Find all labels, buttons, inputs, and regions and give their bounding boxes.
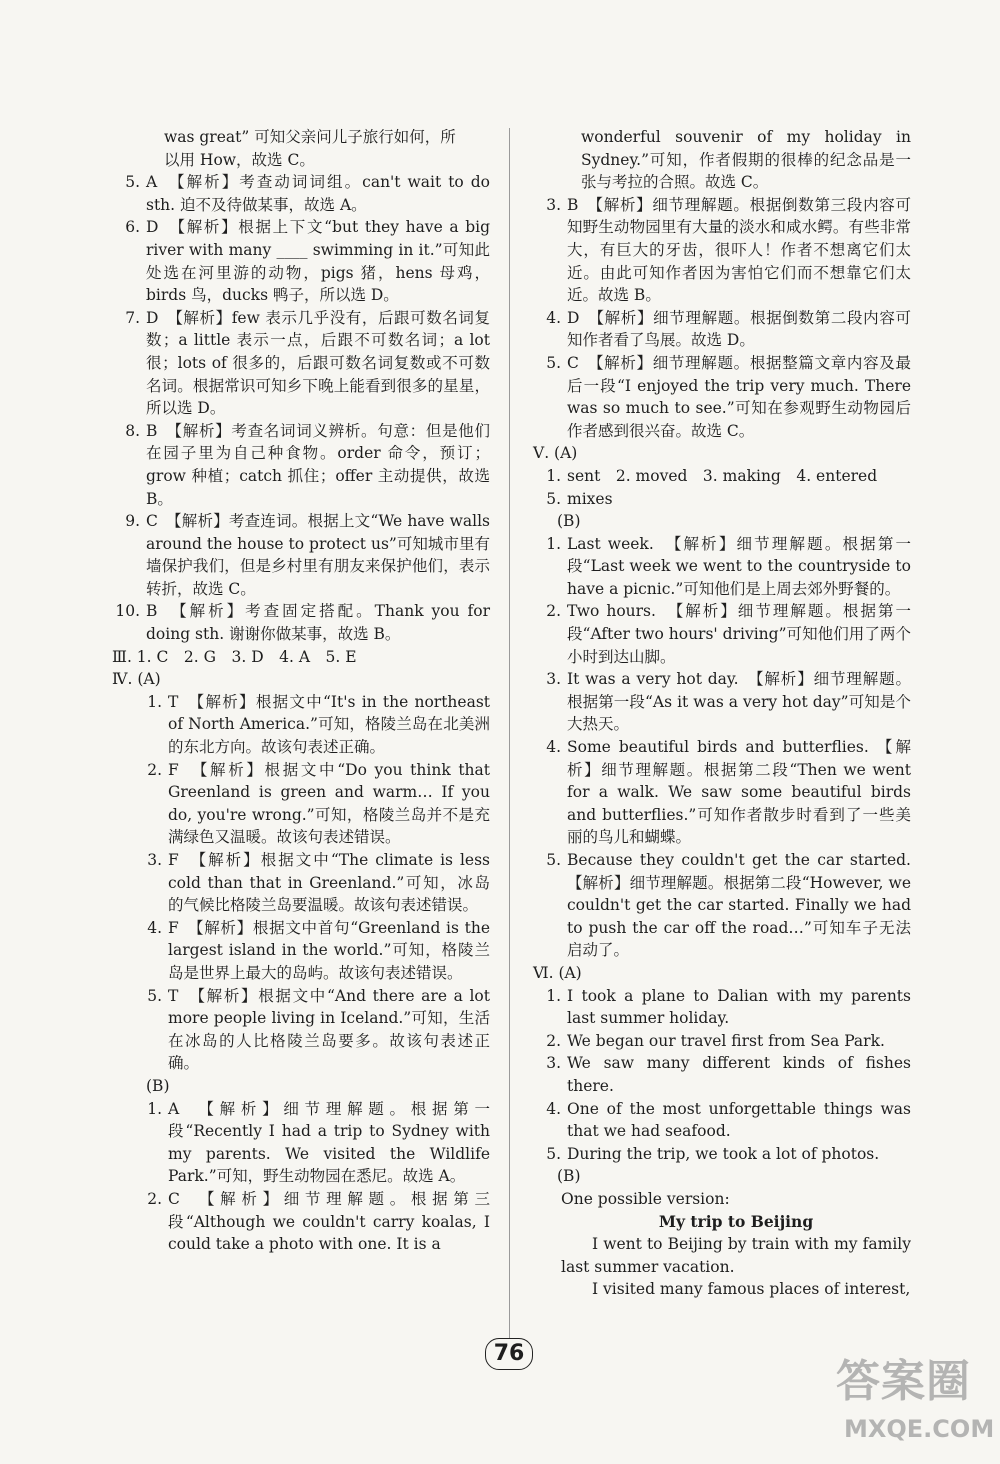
answer-item <box>533 1052 911 1097</box>
item-number: 4. <box>546 1099 561 1118</box>
answer-item <box>112 600 490 645</box>
item-number: 2. <box>546 602 561 621</box>
item-text: T 【解析】根据文中“It's in the northeast of North America.”可知，格陵兰岛在北美洲的东北方向。故该句表述正确。 <box>168 692 490 757</box>
answer-item <box>533 985 911 1030</box>
item-number: 3. <box>546 670 561 689</box>
answer-item <box>112 1188 490 1256</box>
item-text: sent 2. moved 3. making 4. entered <box>567 466 878 485</box>
item-text: Some beautiful birds and butterflies. 【解析】细节理解题。根据第二段“Then we went for a walk. We saw some beautiful birds and butterflies.”可知作者散步时看到了一些美丽的鸟儿和蝴蝶。 <box>567 738 911 847</box>
essay-paragraph: I went to Beijing by train with my family last summer vacation. <box>561 1235 911 1276</box>
item-number: 4. <box>546 738 561 757</box>
item-text: F 【解析】根据文中“The climate is less cold than that in Greenland.”可知，冰岛的气候比格陵兰岛要温暖。故该句表述错误。 <box>168 851 490 915</box>
item-number: 9. <box>125 512 140 531</box>
item-number: 3. <box>546 195 561 214</box>
item-text: D 【解析】few 表示几乎没有，后跟可数名词复数；a little 表示一点，后跟不可数名词；a lot 很；lots of 很多的，后跟可数名词复数或不可数名词。根据常识可知乡下晚上能看到很多的星星，所以选 D。 <box>146 308 490 418</box>
item-text: D 【解析】细节理解题。根据倒数第二段内容可知作者看了鸟展。故选 D。 <box>567 308 911 350</box>
item-text: B 【解析】考查名词词义辨析。句意：但是他们在园子里为自己种食物。order 命令，预订；grow 种植；catch 抓住；offer 主动提供，故选 B。 <box>146 421 490 508</box>
watermark-en: MXQE.COM <box>844 1415 995 1443</box>
item-text: B 【解析】细节理解题。根据倒数第三段内容可知野生动物园里有大量的淡水和咸水鳄。有些非常大，有巨大的牙齿，很吓人！作者不想离它们太近。由此可知作者因为害怕它们而不想靠它们太近。故选 B。 <box>567 195 911 305</box>
answer-item <box>112 307 490 420</box>
answer-item <box>112 420 490 510</box>
item-number: 3. <box>147 851 162 869</box>
section-heading: Ⅵ. (A) <box>533 963 582 982</box>
essay-paragraph: I visited many famous places of interest, <box>592 1280 911 1299</box>
item-text: mixes <box>567 489 613 508</box>
right-column <box>533 126 911 1301</box>
item-number: 2. <box>546 1031 561 1050</box>
answer-item <box>533 465 911 488</box>
item-number: 2. <box>147 760 162 779</box>
answer-item <box>533 1030 911 1053</box>
essay-title: My trip to Beijing <box>658 1211 814 1231</box>
item-text: A 【解析】细节理解题。根据第一段“Recently I had a trip to Sydney with my parents. We visited the Wildlife Park.”可知，野生动物园在悉尼。故选 A。 <box>168 1099 490 1186</box>
item-text: F 【解析】根据文中“Do you think that Greenland is green and warm… If you do, you're wrong.”可知，格陵兰岛并不是充满绿色又温暖。故该句表述错误。 <box>168 760 490 847</box>
answer-item <box>112 759 490 849</box>
answer-item <box>533 1143 911 1166</box>
item-number: 7. <box>125 308 140 327</box>
item-number: 1. <box>546 466 561 485</box>
item-number: 5. <box>546 1144 561 1163</box>
item-text: C 【解析】细节理解题。根据第三段“Although we couldn't carry koalas, I could take a photo with one. It is a <box>168 1189 490 1254</box>
answer-item <box>112 849 490 917</box>
continued-text: was great” 可知父亲问儿子旅行如何，所 <box>164 128 456 146</box>
answer-item <box>112 216 490 306</box>
item-text: We began our travel first from Sea Park. <box>567 1031 885 1050</box>
item-text: I took a plane to Dalian with my parents last summer holiday. <box>567 986 911 1028</box>
item-text: T 【解析】根据文中“And there are a lot more people living in Iceland.”可知，生活在冰岛的人比格陵兰岛要多。故该句表述正确。 <box>168 986 490 1073</box>
item-number: 1. <box>147 692 162 711</box>
item-number: 4. <box>147 918 162 937</box>
answer-item <box>112 691 490 759</box>
answer-item <box>533 307 911 352</box>
item-number: 1. <box>546 986 561 1005</box>
item-number: 1. <box>546 534 561 553</box>
left-column <box>112 126 490 1256</box>
item-number: 5. <box>125 173 140 192</box>
plain-text: One possible version: <box>561 1189 730 1208</box>
item-number: 5. <box>546 353 561 372</box>
answer-item <box>533 533 911 601</box>
answer-item <box>112 1098 490 1188</box>
answer-item <box>533 352 911 442</box>
subsection-heading: (B) <box>557 1167 581 1186</box>
item-text: We saw many different kinds of fishes there. <box>567 1054 911 1095</box>
item-number: 2. <box>147 1189 162 1208</box>
answer-item <box>112 917 490 985</box>
answer-item <box>533 194 911 307</box>
answer-item <box>112 171 490 216</box>
section-heading: Ⅴ. (A) <box>533 444 578 463</box>
item-text: D 【解析】根据上下文“but they have a big river with many ____ swimming in it.”可知此处选在河里游的动物，pigs 猪，hens 母鸡，birds 鸟，ducks 鸭子，所以选 D。 <box>146 218 490 305</box>
continued-text: wonderful souvenir of my holiday in Sydney.”可知，作者假期的很棒的纪念品是一张与考拉的合照。故选 C。 <box>581 128 911 192</box>
item-text: Last week. 【解析】细节理解题。根据第一段“Last week we went to the countryside to have a picnic.”可知他们是上周去郊外野餐的。 <box>567 534 911 598</box>
section-heading: Ⅳ. (A) <box>112 670 161 689</box>
column-divider <box>509 128 510 1338</box>
item-number: 6. <box>125 218 140 237</box>
watermark-logo <box>830 1345 995 1457</box>
answer-item <box>533 488 911 511</box>
item-text: Because they couldn't get the car started. 【解析】细节理解题。根据第二段“However, we couldn't get the car started. Finally we had to push the car off the road…”可知车子无法启动了。 <box>567 851 911 960</box>
item-text: Two hours. 【解析】细节理解题。根据第一段“After two hours' driving”可知他们用了两个小时到达山脚。 <box>567 602 911 666</box>
answer-item <box>112 985 490 1075</box>
item-text: A 【解析】考查动词词组。can't wait to do sth. 迫不及待做某事，故选 A。 <box>146 173 490 214</box>
item-text: C 【解析】考查连词。根据上文“We have walls around the house to protect us”可知城市里有墙保护我们，但是乡村里有朋友来保护他们，表示转折，故选 C。 <box>146 512 490 598</box>
item-text: C 【解析】细节理解题。根据整篇文章内容及最后一段“I enjoyed the trip very much. There was so much to see.”可知在参观野生动物园后作者感到很兴奋。故选 C。 <box>567 353 911 440</box>
item-text: It was a very hot day. 【解析】细节理解题。根据第一段“As it was a very hot day”可知是个大热天。 <box>567 670 911 734</box>
section-heading: Ⅲ. 1. C 2. G 3. D 4. A 5. E <box>112 647 357 666</box>
answer-item <box>533 1098 911 1143</box>
answer-item <box>533 849 911 962</box>
item-text: One of the most unforgettable things was that we had seafood. <box>567 1099 911 1141</box>
answer-item <box>112 510 490 600</box>
subsection-heading: (B) <box>146 1076 170 1095</box>
answer-item <box>533 668 911 736</box>
item-number: 10. <box>115 602 140 621</box>
item-text: B 【解析】考查固定搭配。Thank you for doing sth. 谢谢你做某事，故选 B。 <box>146 602 490 644</box>
answer-item <box>533 736 911 849</box>
subsection-heading: (B) <box>557 512 581 531</box>
page-number: 76 <box>485 1338 533 1370</box>
continued-text: 以用 How，故选 C。 <box>164 150 315 169</box>
answer-item <box>533 600 911 668</box>
item-number: 1. <box>147 1099 162 1118</box>
item-number: 5. <box>147 986 162 1005</box>
item-number: 3. <box>546 1054 561 1073</box>
item-number: 5. <box>546 851 561 869</box>
item-number: 8. <box>125 421 140 440</box>
item-number: 4. <box>546 308 561 327</box>
item-text: F 【解析】根据文中首句“Greenland is the largest island in the world.”可知，格陵兰岛是世界上最大的岛屿。故该句表述错误。 <box>168 918 490 982</box>
watermark-cn: 答案圈 <box>836 1356 971 1407</box>
item-number: 5. <box>546 489 561 508</box>
item-text: During the trip, we took a lot of photos. <box>567 1144 880 1163</box>
